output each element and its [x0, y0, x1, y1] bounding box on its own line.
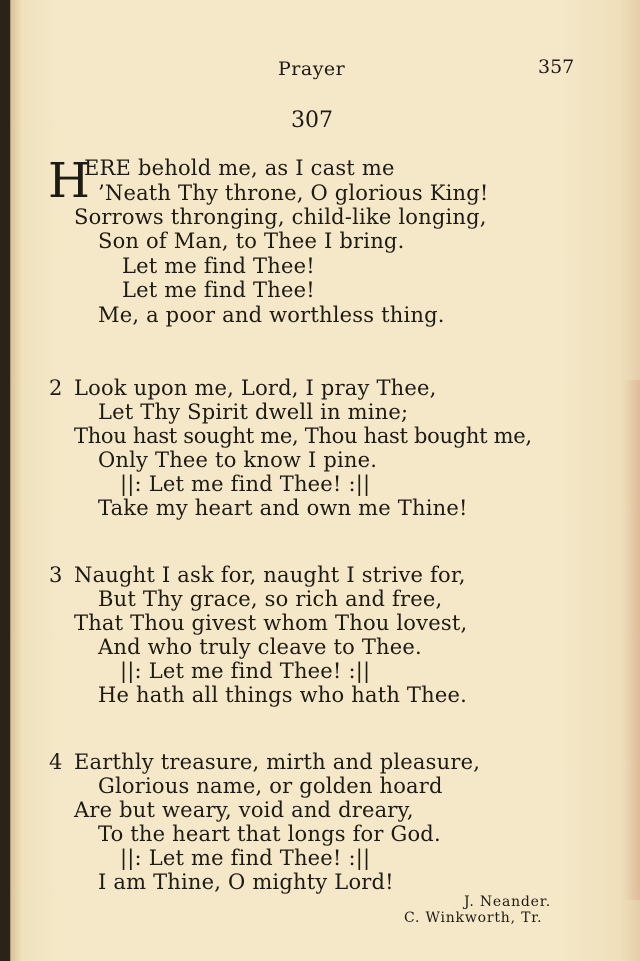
verse2-line4: Only Thee to know I pine. — [98, 448, 378, 472]
verse4-line2: Glorious name, or golden hoard — [98, 774, 443, 798]
verse1-line6: Let me find Thee! — [122, 278, 315, 302]
verse2-line5: ||: Let me find Thee! :|| — [120, 472, 371, 496]
verse2-line2: Let Thy Spirit dwell in mine; — [98, 400, 409, 424]
verse3-line2: But Thy grace, so rich and free, — [98, 587, 443, 611]
verse1-line2: ’Neath Thy throne, O glorious King! — [98, 181, 489, 205]
translator-credit: C. Winkworth, Tr. — [404, 910, 543, 926]
verse2-number: 2 — [49, 376, 63, 400]
verse3-line6: He hath all things who hath Thee. — [98, 683, 467, 707]
verse3-line3: That Thou givest whom Thou lovest, — [74, 611, 468, 635]
verse2-line3: Thou hast sought me, Thou hast bought me, — [74, 424, 532, 448]
hymn-number: 307 — [291, 108, 333, 133]
verse3-number: 3 — [49, 563, 63, 587]
verse3-line1: Naught I ask for, naught I strive for, — [74, 563, 466, 587]
verse1-line7: Me, a poor and worthless thing. — [98, 303, 445, 327]
verse1-line3: Sorrows thronging, child-like longing, — [74, 205, 487, 229]
verse4-line3: Are but weary, void and dreary, — [74, 798, 414, 822]
verse3-line4: And who truly cleave to Thee. — [98, 635, 422, 659]
page-edge-stain — [624, 380, 640, 900]
running-head-title: Prayer — [278, 58, 346, 80]
verse2-line6: Take my heart and own me Thine! — [98, 496, 468, 520]
verse1-line1: ERE behold me, as I cast me — [84, 156, 395, 180]
verse4-line1: Earthly treasure, mirth and pleasure, — [74, 750, 481, 774]
verse4-line6: I am Thine, O mighty Lord! — [98, 870, 394, 894]
page-number: 357 — [538, 56, 575, 78]
verse4-number: 4 — [49, 750, 63, 774]
drop-cap: H — [48, 153, 90, 209]
verse2-line1: Look upon me, Lord, I pray Thee, — [74, 376, 437, 400]
verse4-line5: ||: Let me find Thee! :|| — [120, 846, 371, 870]
verse1-line5: Let me find Thee! — [122, 254, 315, 278]
book-spine — [0, 0, 10, 961]
verse3-line5: ||: Let me find Thee! :|| — [120, 659, 371, 683]
verse4-line4: To the heart that longs for God. — [98, 822, 441, 846]
author-credit: J. Neander. — [464, 894, 551, 910]
verse1-line4: Son of Man, to Thee I bring. — [98, 229, 405, 253]
